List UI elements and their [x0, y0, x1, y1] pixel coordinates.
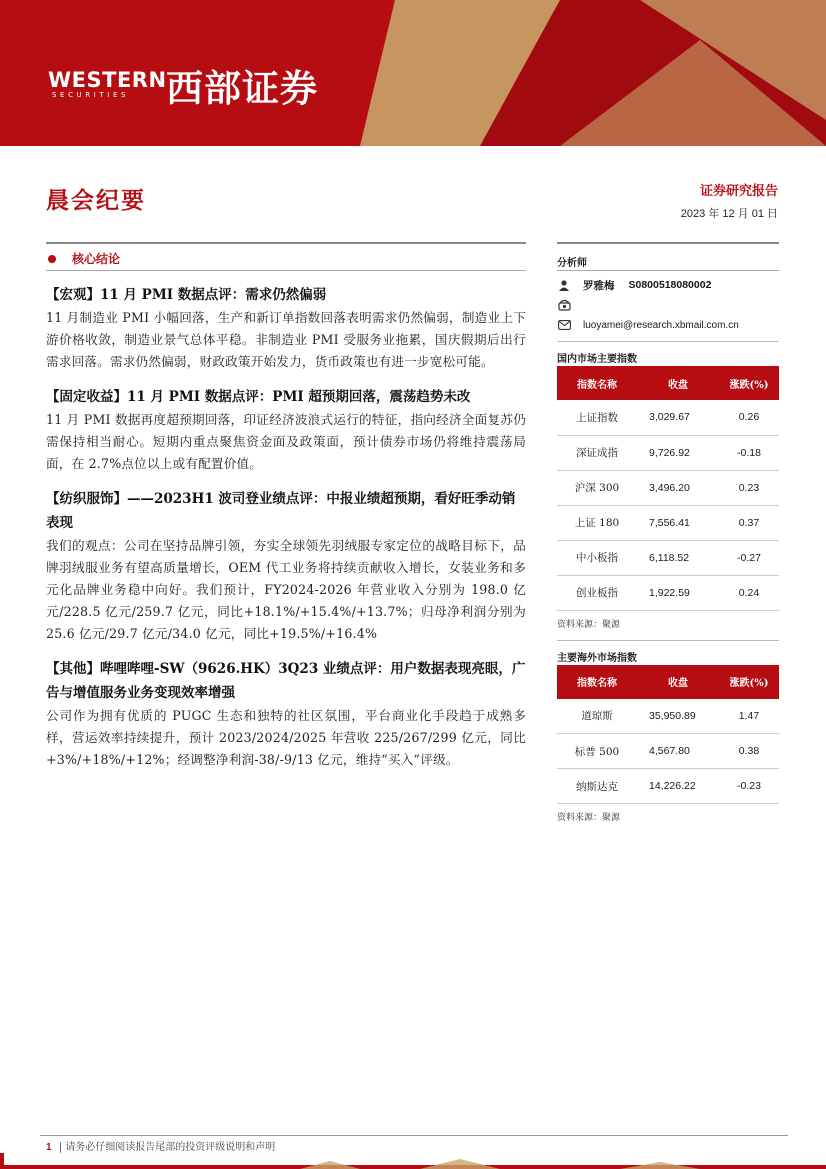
close-value: 9,726.92: [637, 435, 719, 470]
analyst-name: 罗雅梅: [583, 279, 615, 292]
domestic-index-table: [557, 366, 779, 611]
change-value: 0.26: [719, 400, 779, 435]
phone-icon: [557, 298, 571, 312]
close-value: 1,922.59: [637, 575, 719, 610]
section-title: 【其他】哔哩哔哩-SW（9626.HK）3Q23 业绩点评：用户数据表现亮眼，广告与增值服务业务变现效率增强: [46, 661, 526, 701]
overseas-table-title: 主要海外市场指数: [557, 652, 637, 664]
section-body: 11 月制造业 PMI 小幅回落，生产和新订单指数回落表明需求仍然偏弱，制造业上下游价格收敛，制造业景气总体平稳。非制造业 PMI 受服务业拖累，国庆假期后出行需求回落。需求仍然偏弱，财政政策开始发力，货币政策也有进一步宽松可能。: [46, 310, 526, 369]
bullet-dot-icon: [48, 255, 56, 263]
report-date: 2023 年 12 月 01 日: [680, 208, 778, 220]
close-value: 35,950.89: [637, 699, 719, 734]
footer: [46, 1138, 275, 1153]
logo-chinese: 西部证券: [166, 67, 318, 110]
footer-divider: [40, 1135, 788, 1136]
section-body: 11 月 PMI 数据再度超预期回落，印证经济波浪式运行的特征，指向经济全面复苏仍需保持相当耐心。短期内重点聚焦资金面及政策面，预计债券市场仍将维持震荡局面，在 2.7%点位以上或有配置价值。: [46, 412, 526, 471]
section-title: 【纺织服饰】——2023H1 波司登业绩点评：中报业绩超预期，看好旺季动销表现: [46, 491, 516, 531]
table-row: [557, 699, 779, 734]
domestic-table-title: 国内市场主要指数: [557, 354, 637, 365]
change-value: -0.27: [719, 540, 779, 575]
logo-subtitle: SECURITIES: [52, 91, 130, 99]
table-row: [557, 734, 779, 769]
footer-notice: 请务必仔细阅读报告尾部的投资评级说明和声明: [65, 1142, 276, 1153]
change-value: 0.23: [719, 470, 779, 505]
footer-decoration: [0, 1153, 826, 1169]
analyst-license: S0800518080002: [628, 279, 712, 291]
column-header: 指数名称: [557, 665, 637, 699]
footer-separator: |: [58, 1142, 63, 1153]
table-header-row: [557, 665, 779, 699]
column-header: 指数名称: [557, 366, 637, 400]
analyst-phone-row: [557, 295, 779, 315]
column-header: 收盘: [637, 366, 719, 400]
report-type: 证券研究报告: [699, 184, 778, 199]
analyst-heading: 分析师: [557, 258, 587, 269]
person-icon: [557, 278, 571, 292]
index-name: 纳斯达克: [557, 769, 637, 804]
section-textile: [46, 487, 526, 645]
index-name: 上证指数: [557, 400, 637, 435]
close-value: 6,118.52: [637, 540, 719, 575]
change-value: 0.38: [719, 734, 779, 769]
sidebar: [557, 242, 779, 823]
divider: [557, 242, 779, 244]
table-row: [557, 505, 779, 540]
change-value: -0.23: [719, 769, 779, 804]
close-value: 14,226.22: [637, 769, 719, 804]
divider: [46, 270, 526, 271]
section-other: [46, 657, 526, 771]
change-value: 1.47: [719, 699, 779, 734]
main-content: [46, 242, 526, 771]
change-value: -0.18: [719, 435, 779, 470]
index-name: 创业板指: [557, 575, 637, 610]
change-value: 0.37: [719, 505, 779, 540]
index-name: 沪深 300: [557, 470, 637, 505]
mail-icon: [557, 318, 571, 332]
table-row: [557, 400, 779, 435]
index-name: 中小板指: [557, 540, 637, 575]
section-body: 公司作为拥有优质的 PUGC 生态和独特的社区氛围，平台商业化手段趋于成熟多样，营运效率持续提升，预计 2023/2024/2025 年营收 225/267/299 亿元，同比+3%/+18%/+12%；经调整净利润-38/-9/13 亿元，维持“买入”评级。: [46, 708, 526, 767]
table-row: [557, 575, 779, 610]
close-value: 7,556.41: [637, 505, 719, 540]
document-title: 晨会纪要: [46, 187, 146, 214]
section-macro: [46, 283, 526, 373]
index-name: 上证 180: [557, 505, 637, 540]
divider: [557, 341, 779, 342]
section-body: 我们的观点：公司在坚持品牌引领，夯实全球领先羽绒服专家定位的战略目标下，品牌羽绒服业务有望高质量增长，OEM 代工业务将持续贡献收入增长，女装业务和多元化品牌业务稳中向好。我们预计，FY2024-2026 年营业收入分别为 198.0 亿元/228.5 亿元/259.7 亿元，同比+18.1%/+15.4%/+13.7%；归母净利润分别为 25.6 亿元/29.7 亿元/34.0 亿元，同比+19.5%/+16.4%: [46, 538, 526, 641]
core-conclusion-label: 核心结论: [72, 252, 121, 266]
logo-english: WESTERN: [48, 68, 167, 92]
index-name: 标普 500: [557, 734, 637, 769]
close-value: 4,567.80: [637, 734, 719, 769]
analyst-name-row: [557, 275, 779, 295]
table-row: [557, 435, 779, 470]
column-header: 涨跌(%): [719, 665, 779, 699]
core-conclusion-header: [46, 242, 526, 270]
change-value: 0.24: [719, 575, 779, 610]
section-fixed-income: [46, 385, 526, 475]
table-header-row: [557, 366, 779, 400]
close-value: 3,496.20: [637, 470, 719, 505]
divider: [557, 270, 779, 271]
table-row: [557, 769, 779, 804]
column-header: 涨跌(%): [719, 366, 779, 400]
domestic-source: 资料来源：聚源: [557, 619, 621, 630]
table-row: [557, 540, 779, 575]
divider: [557, 640, 779, 641]
column-header: 收盘: [637, 665, 719, 699]
overseas-index-table: [557, 665, 779, 805]
table-row: [557, 470, 779, 505]
header-banner: [0, 0, 826, 146]
section-title: 【固定收益】11 月 PMI 数据点评：PMI 超预期回落，震荡趋势未改: [46, 389, 471, 405]
analyst-email[interactable]: luoyamei@research.xbmail.com.cn: [583, 319, 739, 331]
index-name: 深证成指: [557, 435, 637, 470]
index-name: 道琼斯: [557, 699, 637, 734]
overseas-source: 资料来源：聚源: [557, 813, 621, 823]
analyst-email-row: [557, 315, 779, 335]
section-title: 【宏观】11 月 PMI 数据点评：需求仍然偏弱: [46, 287, 327, 303]
close-value: 3,029.67: [637, 400, 719, 435]
page-number: 1: [46, 1142, 52, 1153]
